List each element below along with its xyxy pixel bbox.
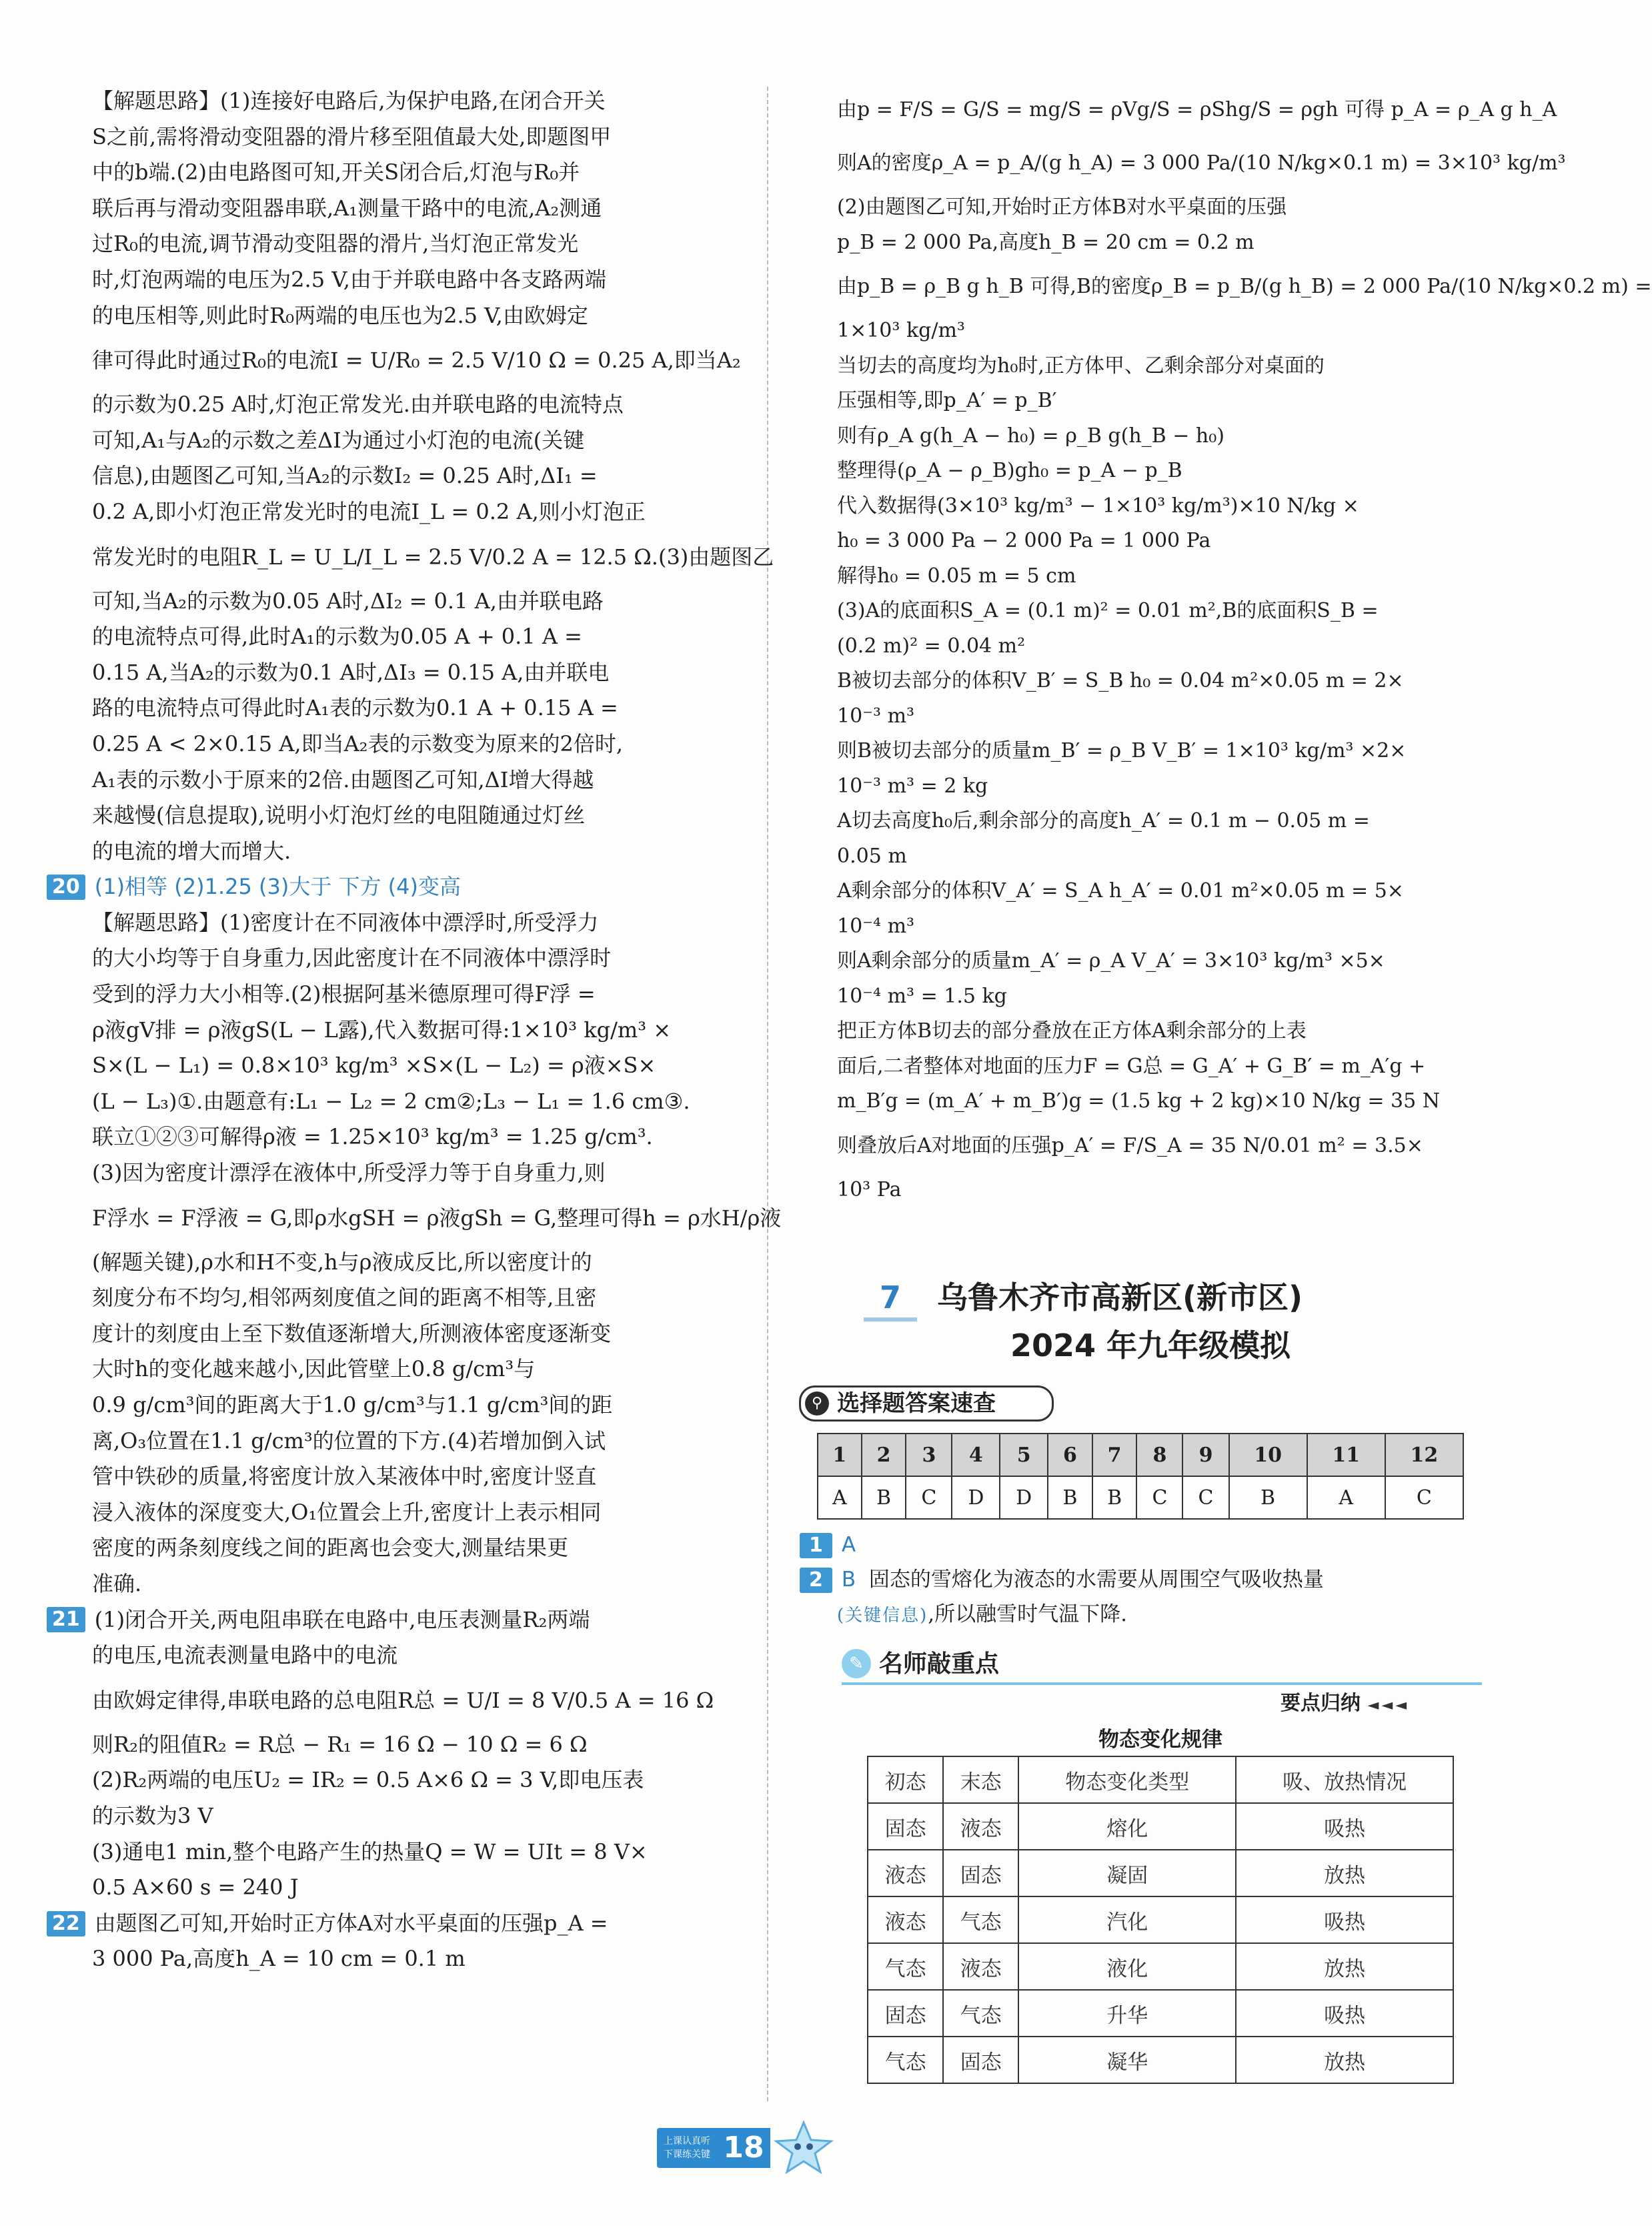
answer-grid-answer: C: [1136, 1476, 1182, 1519]
section-title: [837, 1271, 1464, 1364]
solution-line: (3)通电1 min,整个电路产生的热量Q = W = UIt = 8 V×: [92, 1838, 648, 1864]
table-cell: 液态: [943, 1803, 1018, 1850]
solution-line: 则B被切去部分的质量m_B′ = ρ_B V_B′ = 1×10³ kg/m³ ×2×: [837, 739, 1407, 762]
solution-line: 路的电流特点可得此时A₁表的示数为0.1 A + 0.15 A =: [92, 695, 618, 721]
table-header-cell: 吸、放热情况: [1236, 1756, 1453, 1803]
solution-line: 的示数为0.25 A时,灯泡正常发光.由并联电路的电流特点: [92, 392, 624, 418]
solution-line: 中的b端.(2)由电路图可知,开关S闭合后,灯泡与R₀并: [92, 159, 580, 185]
solution-line: 的电压,电流表测量电路中的电流: [92, 1642, 398, 1668]
solution-line: 则A的密度ρ_A = p_A/(g h_A) = 3 000 Pa/(10 N/kg×0.1 m) = 3×10³ kg/m³: [837, 151, 1566, 175]
solution-line: 管中铁砂的质量,将密度计放入某液体中时,密度计竖直: [92, 1464, 597, 1490]
table-header-row: [868, 1756, 1453, 1803]
solution-line: S之前,需将滑动变阻器的滑片移至阻值最大处,即题图甲: [92, 123, 612, 149]
solution-line: 的示数为3 V: [92, 1802, 213, 1828]
solution-line: 的电压相等,则此时R₀两端的电压也为2.5 V,由欧姆定: [92, 302, 588, 328]
table-cell: 熔化: [1018, 1803, 1236, 1850]
solution-line: 0.9 g/cm³间的距离大于1.0 g/cm³与1.1 g/cm³间的距: [92, 1392, 613, 1418]
table-cell: 凝华: [1018, 2037, 1236, 2083]
table-cell: 固态: [868, 1803, 943, 1850]
solution-line: 10³ Pa: [837, 1177, 902, 1201]
question-number-badge: 22: [47, 1911, 85, 1936]
solution-line: (3)A的底面积S_A = (0.1 m)² = 0.01 m²,B的底面积S_B =: [837, 599, 1379, 622]
table-row: [868, 1896, 1453, 1943]
solution-line: 的大小均等于自身重力,因此密度计在不同液体中漂浮时: [92, 945, 612, 971]
solution-line: (0.2 m)² = 0.04 m²: [837, 634, 1026, 658]
quick-check-title: 选择题答案速查: [837, 1390, 996, 1417]
solution-line: 0.25 A < 2×0.15 A,即当A₂表的示数变为原来的2倍时,: [92, 730, 624, 756]
answer-grid-answer: A: [1307, 1476, 1385, 1519]
right-column: [837, 83, 1652, 1207]
page-footer: [657, 2120, 897, 2173]
answer-grid-number: 4: [952, 1434, 1000, 1476]
table-cell: 凝固: [1018, 1850, 1236, 1896]
solution-line: 度计的刻度由上至下数值逐渐增大,所测液体密度逐渐变: [92, 1320, 612, 1346]
solution-line: 10⁻⁴ m³ = 1.5 kg: [837, 984, 1007, 1008]
table-cell: 液化: [1018, 1943, 1236, 1990]
table-cell: 气态: [868, 1943, 943, 1990]
table-header-cell: 末态: [943, 1756, 1018, 1803]
answer-grid-number: 10: [1229, 1434, 1307, 1476]
solution-line: (L − L₃)①.由题意有:L₁ − L₂ = 2 cm②;L₃ − L₁ = 1.6 cm③.: [92, 1088, 690, 1114]
solution-line: 的电流的增大而增大.: [92, 838, 291, 864]
answer-grid-number: 3: [906, 1434, 952, 1476]
table-cell: 液态: [868, 1896, 943, 1943]
solution-line: 则有ρ_A g(h_A − h₀) = ρ_B g(h_B − h₀): [837, 424, 1224, 448]
solution-line: p_B = 2 000 Pa,高度h_B = 20 cm = 0.2 m: [837, 230, 1255, 254]
answer-grid-answer: B: [1048, 1476, 1092, 1519]
solution-line: 0.2 A,即小灯泡正常发光时的电流I_L = 0.2 A,则小灯泡正: [92, 498, 646, 524]
question-number-badge: 2: [800, 1568, 832, 1593]
answer-grid-answer: C: [1182, 1476, 1228, 1519]
solution-line: 则叠放后A对地面的压强p_A′ = F/S_A = 35 N/0.01 m² = 3.5×: [837, 1133, 1423, 1157]
solution-line: 联后再与滑动变阻器串联,A₁测量干路中的电流,A₂测通: [92, 195, 602, 221]
table-cell: 液态: [943, 1943, 1018, 1990]
solution-line: 受到的浮力大小相等.(2)根据阿基米德原理可得F浮 =: [92, 981, 596, 1007]
key-points-label: [1281, 1686, 1409, 1716]
table-cell: 放热: [1236, 2037, 1453, 2083]
solution-line: 信息),由题图乙可知,当A₂的示数I₂ = 0.25 A时,ΔI₁ =: [92, 463, 598, 489]
solution-line: 大时h的变化越来越小,因此管壁上0.8 g/cm³与: [92, 1356, 536, 1382]
solution-line: 离,O₃位置在1.1 g/cm³的位置的下方.(4)若增加倒入试: [92, 1428, 606, 1454]
footer-slogan: [657, 2128, 717, 2168]
solution-line: 把正方体B切去的部分叠放在正方体A剩余部分的上表: [837, 1019, 1307, 1043]
table-cell: 气态: [943, 1896, 1018, 1943]
solution-line: 面后,二者整体对地面的压力F = G总 = G_A′ + G_B′ = m_A′g +: [837, 1054, 1426, 1078]
q20-answer-line: [52, 869, 714, 905]
famous-teacher-title: 名师敲重点: [879, 1650, 1000, 1678]
solution-line: 0.15 A,当A₂的示数为0.1 A时,ΔI₃ = 0.15 A,由并联电: [92, 659, 610, 685]
solution-line: 10⁻⁴ m³: [837, 914, 915, 938]
column-divider: [767, 87, 768, 2101]
solution-line: 常发光时的电阻R_L = U_L/I_L = 2.5 V/0.2 A = 12.5 Ω.(3)由题图乙: [92, 544, 774, 570]
answer-grid-numbers: [818, 1434, 1463, 1476]
table-cell: 固态: [868, 1990, 943, 2037]
solution-line: 由p_B = ρ_B g h_B 可得,B的密度ρ_B = p_B/(g h_B) = 2 000 Pa/(10 N/kg×0.2 m) =: [837, 275, 1652, 298]
solution-line: 刻度分布不均匀,相邻两刻度值之间的距离不相等,且密: [92, 1285, 597, 1311]
answer-grid-number: 8: [1136, 1434, 1182, 1476]
table-cell: 放热: [1236, 1943, 1453, 1990]
footer-slogan-line1: 上课认真听: [664, 2136, 710, 2147]
solution-line: 时,灯泡两端的电压为2.5 V,由于并联电路中各支路两端: [92, 266, 606, 292]
solution-line: (3)因为密度计漂浮在液体中,所受浮力等于自身重力,则: [92, 1160, 606, 1186]
table-row: [868, 2037, 1453, 2083]
arrow-left-icon: ◄◄◄: [1367, 1697, 1410, 1714]
left-column: [52, 83, 782, 1977]
table-cell: 吸热: [1236, 1896, 1453, 1943]
answer-grid-answer: B: [1092, 1476, 1137, 1519]
q2-tail: ,所以融雪时气温下降.: [928, 1602, 1128, 1626]
question-number-badge: 21: [47, 1607, 85, 1632]
solution-line: 压强相等,即p_A′ = p_B′: [837, 389, 1057, 412]
solution-line: 由欧姆定律得,串联电路的总电阻R总 = U/I = 8 V/0.5 A = 16 Ω: [92, 1687, 714, 1713]
answer-grid-number: 5: [1000, 1434, 1048, 1476]
solution-line: 0.05 m: [837, 844, 907, 868]
solution-line: (解题关键),ρ水和H不变,h与ρ液成反比,所以密度计的: [92, 1249, 592, 1275]
solution-line: (1)闭合开关,两电阻串联在电路中,电压表测量R₂两端: [94, 1606, 590, 1632]
q2-key-note: (关键信息): [837, 1606, 928, 1626]
solution-line: 0.5 A×60 s = 240 J: [92, 1874, 299, 1900]
table-cell: 放热: [1236, 1850, 1453, 1896]
q21-first-line: [52, 1602, 714, 1638]
table-cell: 固态: [943, 1850, 1018, 1896]
solution-line: 10⁻³ m³: [837, 704, 915, 728]
q2-text: 固态的雪熔化为液态的水需要从周围空气吸收热量: [868, 1568, 1324, 1592]
section-title-line1: 乌鲁木齐市高新区(新市区): [937, 1279, 1303, 1315]
table-row: [868, 1803, 1453, 1850]
table-cell: 气态: [943, 1990, 1018, 2037]
q1-answer: A: [841, 1533, 856, 1557]
famous-teacher-header: [842, 1649, 1482, 1685]
answer-grid-number: 2: [862, 1434, 906, 1476]
table-cell: 吸热: [1236, 1803, 1453, 1850]
answer-grid-number: 1: [818, 1434, 862, 1476]
solution-line: 的电流特点可得,此时A₁的示数为0.05 A + 0.1 A =: [92, 624, 582, 650]
solution-line: 浸入液体的深度变大,O₁位置会上升,密度计上表示相同: [92, 1499, 602, 1525]
table-header-cell: 初态: [868, 1756, 943, 1803]
table-row: [868, 1850, 1453, 1896]
q2-answer-line-2: [837, 1597, 1127, 1633]
answer-grid-number: 12: [1385, 1434, 1463, 1476]
question-number-badge: 20: [47, 875, 85, 900]
q1-answer-line: [809, 1528, 856, 1562]
section-title-line2: 2024 年九年级模拟: [1010, 1327, 1291, 1363]
answer-grid-answer: C: [906, 1476, 952, 1519]
answer-grid-answer: A: [818, 1476, 862, 1519]
table-cell: 固态: [943, 2037, 1018, 2083]
solution-line: 可知,A₁与A₂的示数之差ΔI为通过小灯泡的电流(关键: [92, 427, 585, 453]
solution-line: 则A剩余部分的质量m_A′ = ρ_A V_A′ = 3×10³ kg/m³ ×5×: [837, 949, 1385, 973]
phase-change-table: [867, 1756, 1454, 2084]
solution-line: 律可得此时通过R₀的电流I = U/R₀ = 2.5 V/10 Ω = 0.25 A,即当A₂: [92, 348, 741, 374]
answer-grid-answers: [818, 1476, 1463, 1519]
solution-line: 当切去的高度均为h₀时,正方体甲、乙剩余部分对桌面的: [837, 354, 1325, 378]
solution-line: 联立①②③可解得ρ液 = 1.25×10³ kg/m³ = 1.25 g/cm³.: [92, 1124, 653, 1150]
solution-line: 代入数据得(3×10³ kg/m³ − 1×10³ kg/m³)×10 N/kg ×: [837, 494, 1359, 518]
answer-grid-answer: B: [1229, 1476, 1307, 1519]
table-cell: 气态: [868, 2037, 943, 2083]
answer-grid-answer: D: [952, 1476, 1000, 1519]
table-cell: 吸热: [1236, 1990, 1453, 2037]
solution-line: m_B′g = (m_A′ + m_B′)g = (1.5 kg + 2 kg)×10 N/kg = 35 N: [837, 1089, 1440, 1113]
answer-grid-number: 9: [1182, 1434, 1228, 1476]
answer-grid-answer: D: [1000, 1476, 1048, 1519]
table-row: [868, 1990, 1453, 2037]
table-cell: 升华: [1018, 1990, 1236, 2037]
q2-answer: B: [841, 1568, 856, 1592]
solution-line: A剩余部分的体积V_A′ = S_A h_A′ = 0.01 m²×0.05 m = 5×: [837, 879, 1404, 903]
solution-line: 过R₀的电流,调节滑动变阻器的滑片,当灯泡正常发光: [92, 231, 579, 257]
solution-line: 则R₂的阻值R₂ = R总 − R₁ = 16 Ω − 10 Ω = 6 Ω: [92, 1731, 588, 1757]
solution-line: 来越慢(信息提取),说明小灯泡灯丝的电阻随通过灯丝: [92, 802, 586, 828]
solution-line: B被切去部分的体积V_B′ = S_B h₀ = 0.04 m²×0.05 m = 2×: [837, 669, 1404, 692]
quick-check-header: [799, 1385, 1054, 1422]
solution-line: 由题图乙可知,开始时正方体A对水平桌面的压强p_A =: [94, 1910, 608, 1936]
solution-line: 准确.: [92, 1570, 142, 1596]
answer-grid-answer: C: [1385, 1476, 1463, 1519]
answer-grid: [817, 1433, 1464, 1520]
solution-line: (2)由题图乙可知,开始时正方体B对水平桌面的压强: [837, 195, 1287, 219]
solution-line: ρ液gV排 = ρ液gS(L − L露),代入数据可得:1×10³ kg/m³ ×: [92, 1017, 672, 1043]
answer-grid-number: 7: [1092, 1434, 1137, 1476]
section-number: 7: [864, 1277, 917, 1321]
table-row: [868, 1943, 1453, 1990]
teacher-icon: ✎: [842, 1649, 871, 1678]
solution-line: 由p = F/S = G/S = mg/S = ρVg/S = ρShg/S = ρgh 可得 p_A = ρ_A g h_A: [837, 98, 1557, 121]
solution-line: 10⁻³ m³ = 2 kg: [837, 774, 988, 798]
mascot-icon: [774, 2120, 834, 2173]
solution-line: 解得h₀ = 0.05 m = 5 cm: [837, 564, 1076, 588]
magnifier-icon: ⚲: [805, 1392, 829, 1416]
footer-slogan-line2: 下课练关键: [664, 2149, 710, 2160]
solution-line: 【解题思路】(1)密度计在不同液体中漂浮时,所受浮力: [92, 909, 599, 935]
solution-line: S×(L − L₁) = 0.8×10³ kg/m³ ×S×(L − L₂) = ρ液×S×: [92, 1053, 656, 1079]
answer-grid-answer: B: [862, 1476, 906, 1519]
solution-line: (2)R₂两端的电压U₂ = IR₂ = 0.5 A×6 Ω = 3 V,即电压表: [92, 1767, 644, 1793]
phase-table-title: 物态变化规律: [1098, 1728, 1222, 1752]
answer-grid-number: 11: [1307, 1434, 1385, 1476]
solution-line: A₁表的示数小于原来的2倍.由题图乙可知,ΔI增大得越: [92, 766, 594, 792]
answer-grid-number: 6: [1048, 1434, 1092, 1476]
page-number: 18: [717, 2128, 770, 2168]
solution-line: F浮水 = F浮液 = G,即ρ水gSH = ρ液gSh = G,整理可得h = ρ水H/ρ液: [92, 1205, 782, 1231]
q22-first-line: [52, 1906, 714, 1942]
q2-answer-line: [809, 1562, 1324, 1597]
table-cell: 液态: [868, 1850, 943, 1896]
solution-line: h₀ = 3 000 Pa − 2 000 Pa = 1 000 Pa: [837, 529, 1211, 552]
solution-line: 3 000 Pa,高度h_A = 10 cm = 0.1 m: [92, 1946, 466, 1972]
solution-line: 整理得(ρ_A − ρ_B)gh₀ = p_A − p_B: [837, 459, 1182, 482]
table-cell: 汽化: [1018, 1896, 1236, 1943]
question-number-badge: 1: [800, 1533, 832, 1558]
key-points-text: 要点归纳: [1281, 1692, 1361, 1715]
solution-line: 1×10³ kg/m³: [837, 319, 965, 342]
solution-line: 可知,当A₂的示数为0.05 A时,ΔI₂ = 0.1 A,由并联电路: [92, 588, 604, 614]
solution-line: A切去高度h₀后,剩余部分的高度h_A′ = 0.1 m − 0.05 m =: [837, 809, 1370, 832]
solution-line: 密度的两条刻度线之间的距离也会变大,测量结果更: [92, 1535, 569, 1561]
table-header-cell: 物态变化类型: [1018, 1756, 1236, 1803]
answer-text: (1)相等 (2)1.25 (3)大于 下方 (4)变高: [94, 874, 462, 900]
solution-line: 【解题思路】(1)连接好电路后,为保护电路,在闭合开关: [92, 88, 606, 113]
